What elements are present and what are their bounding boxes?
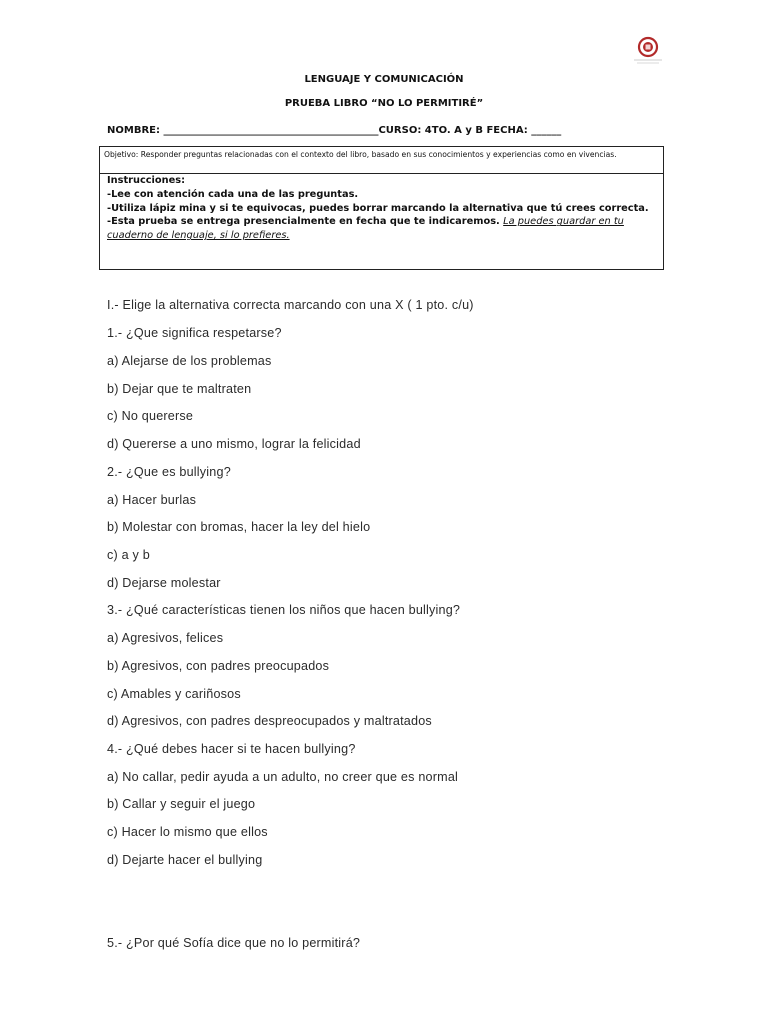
test-title: PRUEBA LIBRO “NO LO PERMITIRÉ”: [284, 98, 484, 109]
question-1-option-b[interactable]: b) Dejar que te maltraten: [107, 382, 252, 396]
question-4-option-d[interactable]: d) Dejarte hacer el bullying: [107, 853, 263, 867]
question-1-option-a[interactable]: a) Alejarse de los problemas: [107, 354, 272, 368]
question-3-option-d[interactable]: d) Agresivos, con padres despreocupados y maltratados: [107, 714, 432, 728]
instruction-2: -Utiliza lápiz mina y si te equivocas, puedes borrar marcando la alternativa que tú crees correcta.: [107, 202, 649, 214]
question-2-option-c[interactable]: c) a y b: [107, 548, 150, 562]
instruction-3-text: -Esta prueba se entrega presencialmente en fecha que te indicaremos.: [107, 216, 500, 228]
question-5: 5.- ¿Por qué Sofía dice que no lo permitirá?: [107, 936, 361, 950]
question-3-option-c[interactable]: c) Amables y cariñosos: [107, 687, 241, 701]
question-1-option-d[interactable]: d) Quererse a uno mismo, lograr la felicidad: [107, 437, 361, 451]
school-logo: [628, 34, 668, 68]
question-3: 3.- ¿Qué características tienen los niños que hacen bullying?: [107, 603, 461, 617]
question-2: 2.- ¿Que es bullying?: [107, 465, 231, 479]
objective-text: Objetivo: Responder preguntas relacionadas con el contexto del libro, basado en sus conocimientos y experiencias como en vivencias.: [100, 147, 663, 174]
instruction-3: [107, 215, 657, 229]
instruction-1: -Lee con atención cada una de las preguntas.: [107, 188, 359, 200]
instructions-box: [99, 146, 664, 270]
question-3-option-a[interactable]: a) Agresivos, felices: [107, 631, 224, 645]
question-4-option-a[interactable]: a) No callar, pedir ayuda a un adulto, no creer que es normal: [107, 770, 459, 784]
student-info-line: NOMBRE: ___________________________________________CURSO: 4TO. A y B FECHA: ______: [107, 125, 562, 136]
subject-title: LENGUAJE Y COMUNICACIÓN: [304, 74, 464, 85]
instructions: [107, 174, 657, 243]
question-1: 1.- ¿Que significa respetarse?: [107, 326, 282, 340]
question-2-option-a[interactable]: a) Hacer burlas: [107, 493, 197, 507]
question-2-option-d[interactable]: d) Dejarse molestar: [107, 576, 221, 590]
question-4: 4.- ¿Qué debes hacer si te hacen bullying?: [107, 742, 356, 756]
instruction-3-italic: La puedes guardar en tu: [503, 216, 624, 228]
question-3-option-b[interactable]: b) Agresivos, con padres preocupados: [107, 659, 330, 673]
instructions-title: Instrucciones:: [107, 175, 186, 186]
instruction-4-italic: cuaderno de lenguaje, si lo prefieres.: [107, 230, 290, 242]
question-4-option-b[interactable]: b) Callar y seguir el juego: [107, 797, 256, 811]
question-1-option-c[interactable]: c) No quererse: [107, 409, 194, 423]
question-2-option-b[interactable]: b) Molestar con bromas, hacer la ley del hielo: [107, 520, 371, 534]
question-4-option-c[interactable]: c) Hacer lo mismo que ellos: [107, 825, 268, 839]
section-heading: I.- Elige la alternativa correcta marcando con una X ( 1 pto. c/u): [107, 298, 474, 312]
